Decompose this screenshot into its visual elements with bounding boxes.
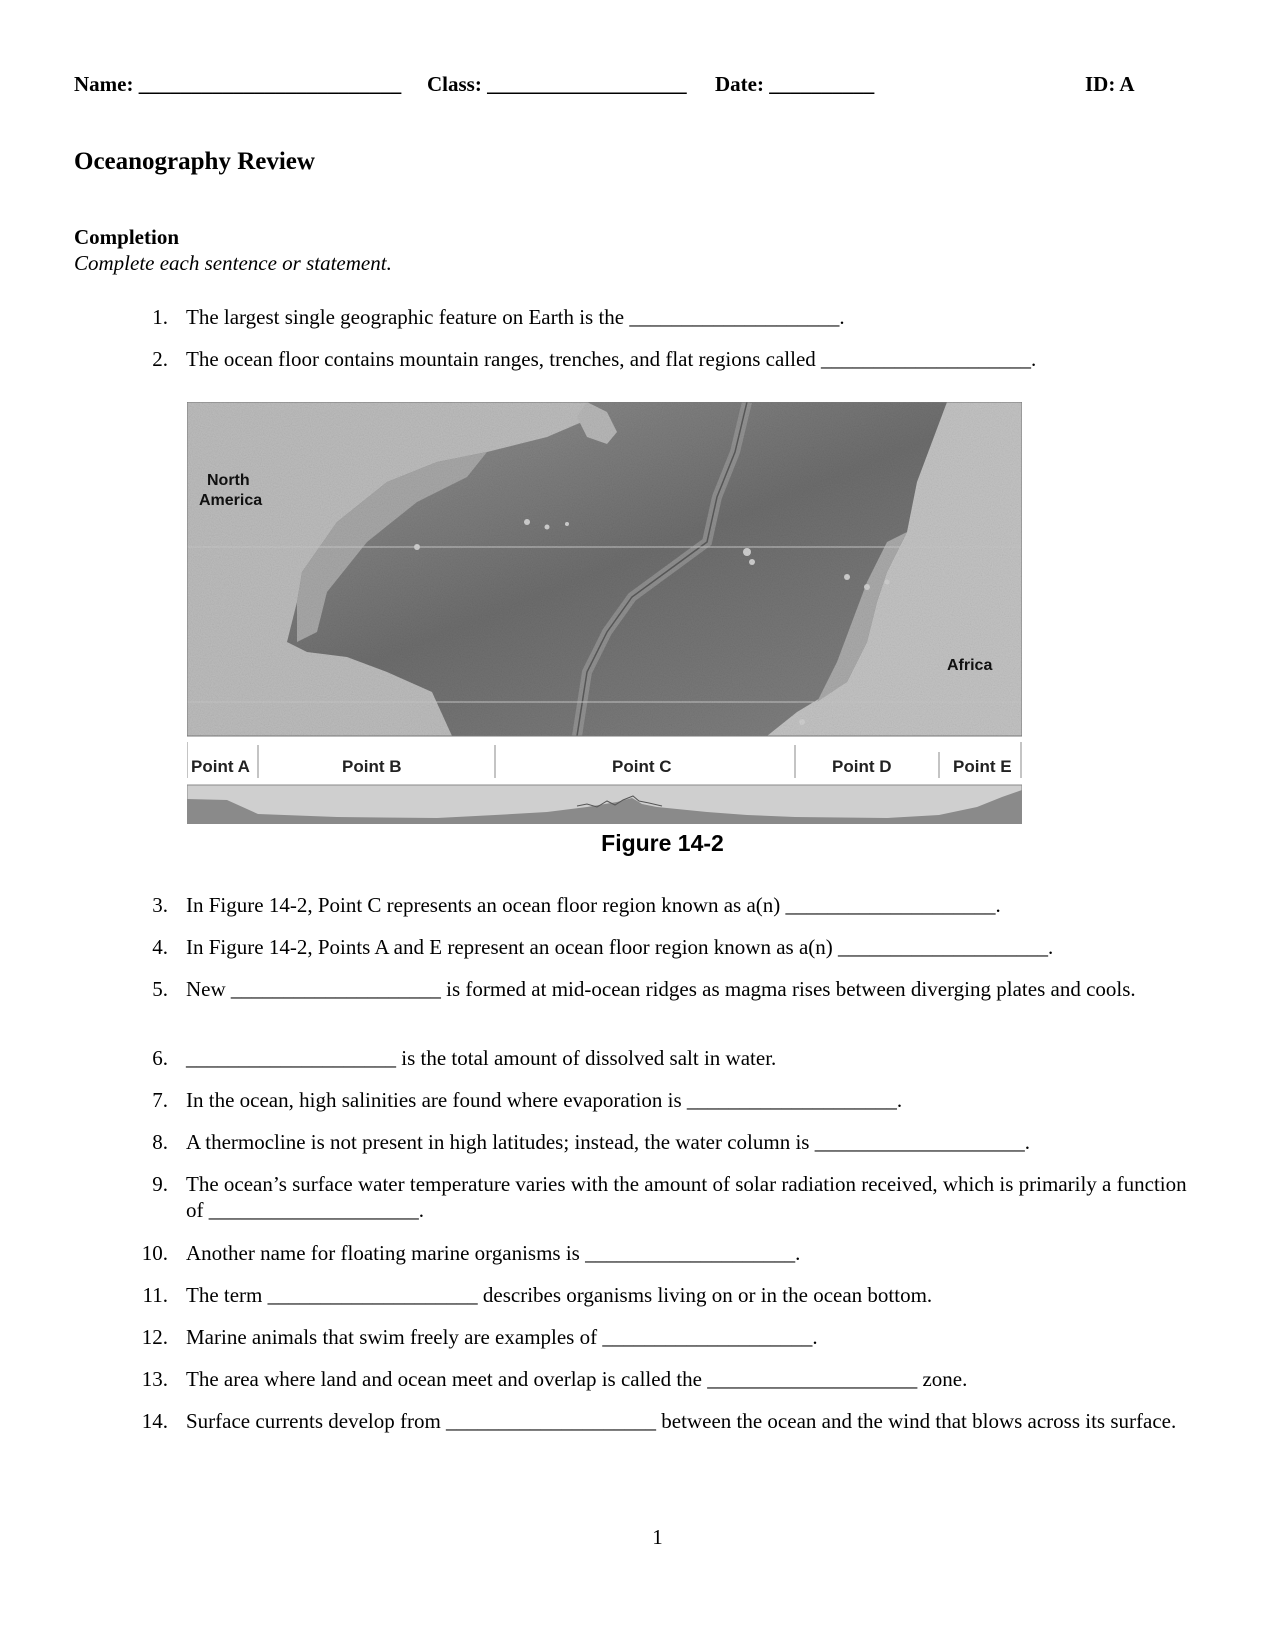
question-text: In Figure 14-2, Points A and E represent an ocean floor region known as a(n) ____________________. (186, 935, 1054, 959)
map-label-america: America (199, 492, 263, 509)
question-text: In the ocean, high salinities are found where evaporation is ____________________. (186, 1088, 903, 1112)
page-title: Oceanography Review (74, 148, 315, 175)
question-number: 14. (141, 1409, 168, 1433)
question-number: 1. (152, 305, 168, 329)
question-item (118, 934, 1198, 960)
question-number: 4. (152, 935, 168, 959)
question-item (118, 1171, 1198, 1223)
point-a-label: Point A (191, 757, 250, 776)
question-item (118, 1282, 1198, 1308)
point-labels (187, 742, 1021, 778)
map-label-africa: Africa (947, 657, 993, 674)
page-number: 1 (652, 1525, 663, 1549)
section-heading: Completion (74, 225, 179, 249)
question-text: Another name for floating marine organisms is ____________________. (186, 1241, 801, 1265)
name-field-label: Name: _________________________ (74, 72, 402, 96)
question-item (118, 304, 1198, 330)
question-text: In Figure 14-2, Point C represents an ocean floor region known as a(n) ____________________. (186, 893, 1001, 917)
question-item (118, 1366, 1198, 1392)
question-number: 10. (141, 1241, 168, 1265)
question-item (118, 1129, 1198, 1155)
question-item (118, 1324, 1198, 1350)
question-number: 13. (141, 1367, 168, 1391)
question-text: New ____________________ is formed at mid-ocean ridges as magma rises between diverging plates and cools. (186, 977, 1136, 1001)
question-number: 3. (152, 893, 168, 917)
question-text: The term ____________________ describes organisms living on or in the ocean bottom. (186, 1283, 933, 1307)
question-text: The ocean’s surface water temperature varies with the amount of solar radiation received, which is primarily a function of ____________________. (186, 1172, 1187, 1222)
point-b-label: Point B (342, 757, 402, 776)
class-field-label: Class: ___________________ (427, 72, 687, 96)
question-text: The largest single geographic feature on Earth is the ____________________. (186, 305, 845, 329)
question-number: 12. (141, 1325, 168, 1349)
test-id: ID: A (1085, 72, 1135, 96)
question-number: 8. (152, 1130, 168, 1154)
date-field-label: Date: __________ (715, 72, 875, 96)
question-item (118, 1240, 1198, 1266)
atlantic-map (187, 402, 1022, 736)
point-e-label: Point E (953, 757, 1012, 776)
question-number: 5. (152, 977, 168, 1001)
question-text: A thermocline is not present in high latitudes; instead, the water column is ____________________. (186, 1130, 1030, 1154)
question-text: Surface currents develop from ____________________ between the ocean and the wind that blows across its surface. (186, 1409, 1177, 1433)
question-text: ____________________ is the total amount of dissolved salt in water. (186, 1046, 777, 1070)
ocean-floor-profile (187, 785, 1022, 824)
question-text: The area where land and ocean meet and overlap is called the ____________________ zone. (186, 1367, 968, 1391)
question-number: 6. (152, 1046, 168, 1070)
question-item (118, 346, 1198, 372)
ocean-floor-figure (187, 402, 1022, 824)
question-number: 11. (142, 1283, 168, 1307)
map-label-north: North (207, 472, 250, 489)
question-item (118, 976, 1198, 1002)
question-item (118, 892, 1198, 918)
question-number: 7. (152, 1088, 168, 1112)
question-item (118, 1087, 1198, 1113)
question-item (118, 1045, 1198, 1071)
question-text: Marine animals that swim freely are examples of ____________________. (186, 1325, 818, 1349)
point-d-label: Point D (832, 757, 892, 776)
figure-caption: Figure 14-2 (601, 830, 724, 856)
question-number: 9. (152, 1172, 168, 1196)
point-c-label: Point C (612, 757, 672, 776)
question-text: The ocean floor contains mountain ranges, trenches, and flat regions called ____________________. (186, 347, 1037, 371)
question-item (118, 1408, 1198, 1434)
question-number: 2. (152, 347, 168, 371)
section-instructions: Complete each sentence or statement. (74, 251, 392, 275)
